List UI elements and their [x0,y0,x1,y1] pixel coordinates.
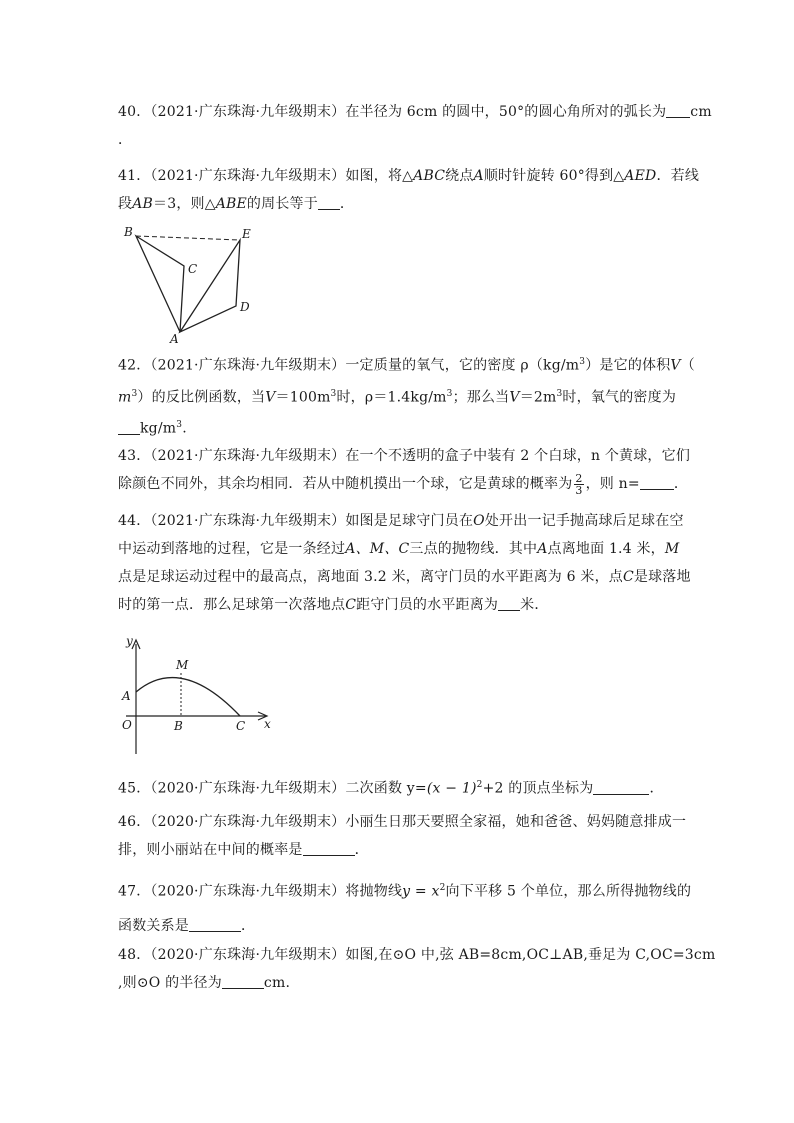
question-number: 45． [118,780,151,797]
question-44-line-3 [118,563,691,591]
math-var: V [670,357,681,374]
question-source: （2020·广东珠海·九年级期末） [150,883,346,900]
math-var: V [509,389,520,406]
rotation-figure [118,222,268,346]
punctuation: ． [673,476,689,492]
punctuation: ． [241,917,256,934]
math-var: M [664,541,680,557]
question-text: 距守门员的水平距离为 [356,597,499,613]
question-43-line-2 [118,470,689,498]
question-number: 40． [118,104,151,120]
math-var: C [622,569,634,585]
question-text: 点离地面 1.4 米， [547,541,665,557]
question-text: 中运动到落地的过程，它是一条经过 [118,541,346,557]
question-source: （2021·广东珠海·九年级期末） [150,448,346,464]
math-var: ABC [413,168,446,184]
question-number: 47． [118,883,151,900]
triangle-abc [136,236,184,332]
question-text: 时的第一点．那么足球第一次落地点 [118,597,346,613]
superscript: 3 [446,388,453,399]
question-source: （2021·广东珠海·九年级期末） [150,168,346,184]
question-43 [118,442,691,498]
question-text: ）的反比例函数，当 [137,389,266,406]
superscript: 3 [556,388,563,399]
label-b: B [124,225,133,239]
answer-blank[interactable] [189,917,241,932]
question-48 [118,941,716,997]
answer-blank[interactable] [666,103,690,118]
superscript: 3 [176,420,183,431]
superscript: 3 [131,388,138,399]
question-text: ＝100m [275,389,331,406]
triangle-aed [180,240,240,332]
unit-text: cm [690,104,712,120]
math-var: AED [624,168,657,184]
label-a: A [170,332,179,346]
question-text: 绕点 [445,168,474,184]
question-text: 除颜色不同外，其余均相同．若从中随机摸出一个球，它是黄球的概率为 [118,476,573,492]
superscript: 3 [330,388,337,399]
answer-blank[interactable] [318,195,340,210]
question-46 [118,808,687,864]
question-text: 排，则小丽站在中间的概率是 [118,842,303,858]
question-number: 48． [118,947,151,963]
question-47 [118,874,692,940]
answer-blank[interactable] [222,974,264,989]
question-47-line-1 [118,874,692,906]
answer-blank[interactable] [498,596,520,611]
question-45-line-1 [118,771,678,803]
label-a: A [122,689,131,703]
question-text: 在半径为 6cm 的圆中，50°的圆心角所对的弧长为 [345,104,667,120]
question-text: 如图，将△ [345,168,414,184]
label-x: x [264,717,271,731]
punctuation: ． [649,780,664,797]
question-text: 向下平移 5 个单位，那么所得抛物线的 [445,883,692,900]
label-y: y [126,636,133,648]
question-text: 三点的抛物线．其中 [409,541,538,557]
question-48-line-1 [118,941,716,969]
label-d: D [240,300,250,314]
fraction [574,473,583,496]
question-source: （2021·广东珠海·九年级期末） [150,104,346,120]
punctuation: ． [339,196,355,212]
label-c: C [188,262,198,276]
question-41-line-1 [118,162,700,190]
question-number: 42． [118,357,151,374]
question-text: ,则⊙O 的半径为 [118,975,222,991]
math-var: AB [132,196,154,212]
question-text: （ [680,357,695,374]
question-source: （2021·广东珠海·九年级期末） [150,357,346,374]
question-text: 在一个不透明的盒子中装有 2 个白球，n 个黄球，它们 [345,448,691,464]
question-number: 41． [118,168,151,184]
question-40-line-1 [118,98,712,126]
question-text: 段 [118,196,133,212]
question-44 [118,507,691,619]
label-b: B [174,719,183,733]
parabola-curve [136,678,240,716]
question-text: 处开出一记手抛高球后足球在空 [484,513,684,529]
question-45 [118,771,678,803]
math-var: C [345,597,357,613]
math-expression: = x [410,883,440,900]
label-e: E [242,227,251,241]
fraction-numerator: 2 [575,471,583,485]
superscript: 3 [579,357,586,367]
question-40 [118,98,712,154]
question-number: 46． [118,814,151,830]
question-text: 小丽生日那天要照全家福，她和爸爸、妈妈随意排成一 [345,814,687,830]
question-text: ）是它的体积 [585,357,671,374]
question-46-line-1 [118,808,687,836]
question-text: 二次函数 y= [345,780,427,797]
superscript: 2 [439,883,446,893]
label-c: C [236,719,246,733]
label-o: O [122,718,132,732]
question-text: ，则 n= [585,476,640,492]
punctuation: . [182,420,187,437]
question-text: 时，氧气的密度为 [562,389,677,406]
question-source: （2021·广东珠海·九年级期末） [150,513,346,529]
question-42-line-1 [118,348,695,380]
question-text: 函数关系是 [118,917,189,934]
question-40-line-2 [118,126,678,154]
question-44-line-2 [118,535,678,563]
question-41-line-2 [118,190,678,218]
math-var: A、M、C [345,541,410,557]
unit-text: kg/m [140,420,177,437]
parabola-figure [118,636,278,760]
question-46-line-2 [118,836,678,864]
question-47-line-2 [118,912,678,940]
question-source: （2020·广东珠海·九年级期末） [150,814,346,830]
question-text: 顺时针旋转 60°得到△ [483,168,625,184]
question-48-line-2 [118,969,678,997]
math-var: ABE [215,196,247,212]
math-var: A [537,541,548,557]
label-m: M [176,658,189,672]
question-text: ＝2m [519,389,557,406]
math-var: O [473,513,485,529]
math-var: A [473,168,484,184]
answer-blank[interactable] [640,475,674,490]
question-text: 点是足球运动过程中的最高点，离地面 3.2 米，离守门员的水平距离为 6 米，点 [118,569,623,585]
question-43-line-1 [118,442,691,470]
question-text: 的周长等于 [246,196,318,212]
question-text: ；那么当 [452,389,510,406]
math-var: m [118,389,132,406]
question-text: ．若线 [656,168,700,184]
answer-blank[interactable] [118,420,140,435]
question-42-line-3 [118,411,678,443]
question-text: 将抛物线 [345,883,403,900]
answer-blank[interactable] [303,841,355,856]
math-var: V [265,389,276,406]
answer-blank[interactable] [593,780,649,795]
question-41 [118,162,700,218]
question-text: ＝3，则△ [153,196,216,212]
question-source: （2020·广东珠海·九年级期末） [150,947,346,963]
punctuation: ． [354,842,369,858]
question-number: 44． [118,513,151,529]
segment-be [136,236,240,240]
question-text: 米． [520,597,549,613]
question-44-line-1 [118,507,684,535]
question-42-line-2 [118,380,678,412]
question-number: 43． [118,448,151,464]
question-44-line-4 [118,591,678,619]
question-text: 是球落地 [633,569,691,585]
question-text: 如图是足球守门员在 [345,513,474,529]
math-expression: (x − 1) [426,780,477,797]
math-var: y [402,883,411,900]
question-source: （2020·广东珠海·九年级期末） [150,780,346,797]
punctuation: ． [118,132,133,148]
fraction-denominator: 3 [575,483,583,497]
question-text: 如图,在⊙O 中,弦 AB=8cm,OC⊥AB,垂足为 C,OC=3cm [345,947,716,963]
question-text: 一定质量的氧气，它的密度 ρ（kg/m [345,357,580,374]
unit-text: cm. [263,975,291,991]
question-text: 时，ρ＝1.4kg/m [336,389,447,406]
question-text: +2 的顶点坐标为 [482,780,594,797]
question-42 [118,348,695,443]
superscript: 2 [476,780,483,790]
